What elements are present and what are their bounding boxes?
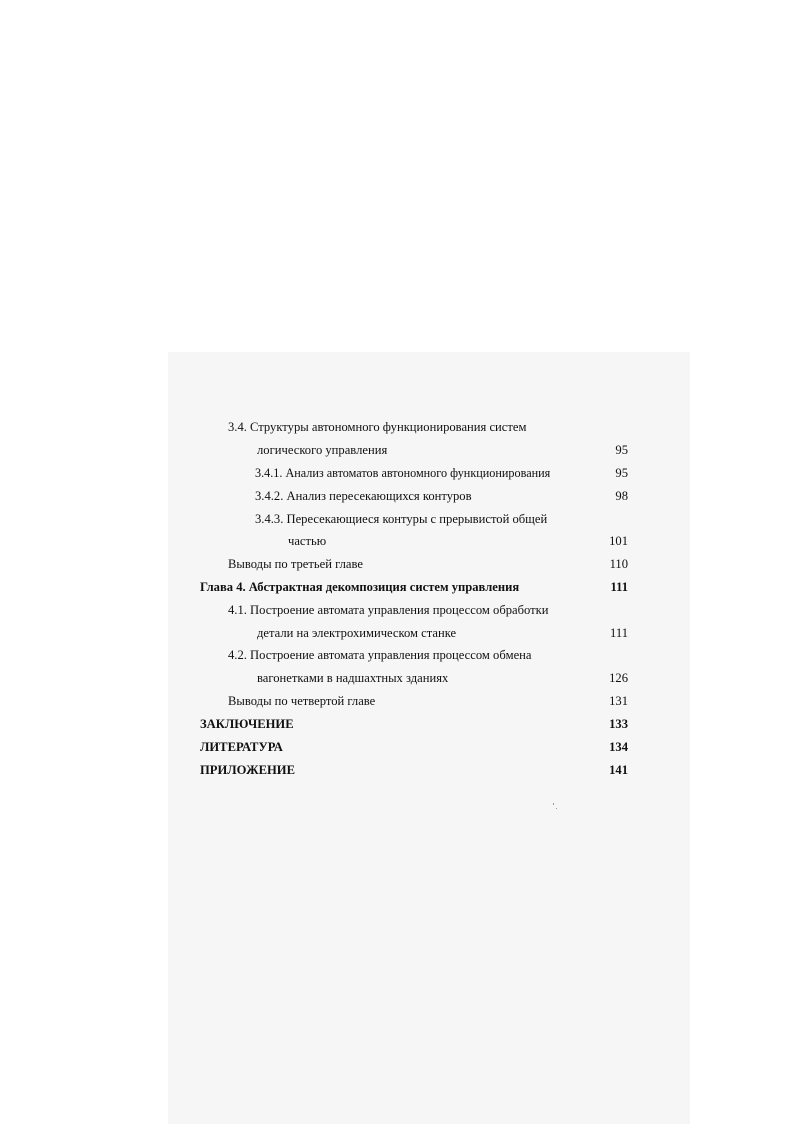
toc-entry-appendix: [200, 761, 628, 779]
toc-entry-text: ЛИТЕРАТУРА: [200, 740, 283, 754]
toc-entry-3-4-cont: [228, 441, 628, 459]
toc-entry-3-4-2: [228, 487, 628, 505]
toc-entry-page: 131: [609, 694, 628, 708]
toc-entry-text: Выводы по четвертой главе: [228, 694, 376, 708]
toc-entry-page: 101: [609, 534, 628, 548]
toc-entry-ch3-conclusions: [228, 555, 628, 573]
toc-entry-text: ПРИЛОЖЕНИЕ: [200, 763, 295, 777]
toc-entry-page: 141: [609, 763, 628, 777]
toc-entry-text: Выводы по третьей главе: [228, 557, 363, 571]
toc-entry-page: 111: [610, 580, 628, 594]
toc-entry-4-2-cont: [228, 669, 628, 687]
toc-entry-page: 110: [609, 557, 628, 571]
toc-entry-text: 4.1. Построение автомата управления процессом обработки: [228, 603, 549, 617]
toc-entry-page: 111: [610, 626, 628, 640]
scan-speck: [553, 803, 554, 805]
toc-entry-text: 3.4.3. Пересекающиеся контуры с прерывистой общей: [255, 512, 548, 526]
toc-entry-text: 3.4.1. Анализ автоматов автономного функционирования: [255, 466, 551, 480]
toc-entry-4-1-cont: [228, 624, 628, 642]
toc-entry-page: 95: [615, 443, 628, 457]
toc-entry-text: частью: [288, 534, 327, 548]
toc-entry-text: ЗАКЛЮЧЕНИЕ: [200, 717, 294, 731]
toc-entry-conclusion: [200, 715, 628, 733]
toc-entry-literature: [200, 738, 628, 756]
toc-entry-page: 134: [609, 740, 628, 754]
toc-entry-3-4: [228, 418, 628, 436]
toc-entry-text: Глава 4. Абстрактная декомпозиция систем управления: [200, 580, 520, 594]
toc-entry-text: 4.2. Построение автомата управления процессом обмена: [228, 648, 532, 662]
toc-entry-page: 98: [615, 489, 628, 503]
toc-entry-text: детали на электрохимическом станке: [257, 626, 457, 640]
toc-entry-text: 3.4. Структуры автономного функционирования систем: [228, 420, 527, 434]
toc-entry-page: 133: [609, 717, 628, 731]
toc-entry-text: 3.4.2. Анализ пересекающихся контуров: [255, 489, 472, 503]
toc-entry-page: 95: [615, 466, 628, 480]
toc-entry-text: вагонетками в надшахтных зданиях: [257, 671, 449, 685]
toc-entry-page: 126: [609, 671, 628, 685]
scan-speck: [556, 808, 557, 809]
toc-entry-4-1: [228, 601, 628, 619]
toc-entry-ch4-conclusions: [228, 692, 628, 710]
toc-entry-text: логического управления: [257, 443, 388, 457]
toc-entry-chapter-4: [200, 578, 628, 596]
toc-entry-4-2: [228, 646, 628, 664]
toc-entry-3-4-3: [228, 510, 628, 528]
toc-entry-3-4-1: [228, 464, 628, 482]
toc-entry-3-4-3-cont: [228, 532, 628, 550]
